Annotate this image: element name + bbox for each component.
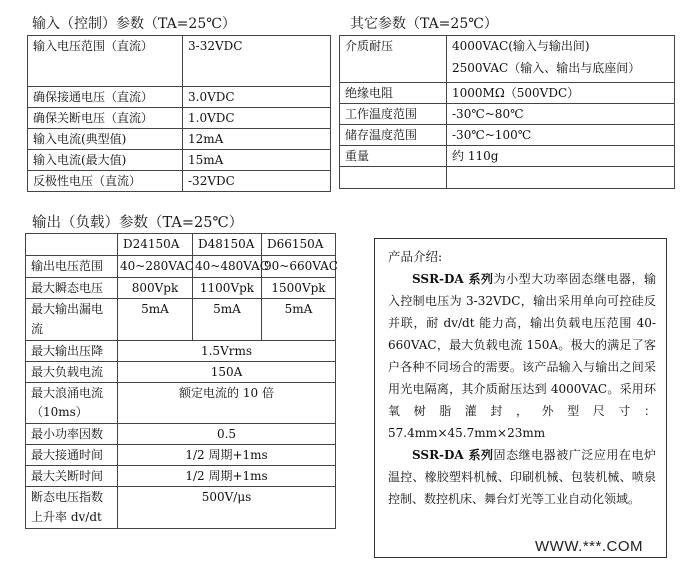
output-params-table [25,233,336,529]
param-label-empty [340,167,447,189]
table-header-row [26,234,336,256]
table-row [28,87,331,108]
other-params-title: 其它参数（TA=25℃） [350,16,498,32]
table-row [340,125,675,146]
param-label: 重量 [340,146,447,167]
table-row [26,299,336,341]
param-value: 90~660VAC [262,256,336,278]
param-value: 1.5Vrms [118,341,336,362]
table-row [26,278,336,299]
table-row [340,167,675,189]
intro-title: 产品介绍: [388,249,443,264]
table-row [340,146,675,167]
param-label: 介质耐压 [340,36,447,83]
param-value: 0.5 [118,424,336,445]
input-params-title: 输入（控制）参数（TA=25℃） [32,16,236,32]
param-label: 最大输出漏电流 [26,299,118,341]
table-row [340,104,675,125]
param-label: 最大关断时间 [26,466,118,487]
param-label: 最大接通时间 [26,445,118,466]
param-value: 1100Vpk [193,278,262,299]
intro-text: 固态继电器被广泛应用在电炉温控、橡胶塑料机械、印刷机械、包装机械、喷泉控制、数控机床、舞台灯光等工业自动化领域。 [388,448,656,506]
table-row [26,424,336,445]
param-label: 最小功率因数 [26,424,118,445]
series-name: SSR-DA 系列 [412,448,494,462]
param-label: 输出电压范围 [26,256,118,278]
table-row [340,83,675,104]
table-row [28,108,331,129]
table-row [28,150,331,171]
param-value: 1/2 周期+1ms [118,466,336,487]
table-row [28,171,331,192]
param-value: 15mA [183,150,331,171]
param-value: 1.0VDC [183,108,331,129]
param-value: 1000MΩ（500VDC） [447,83,675,104]
param-value: 150A [118,362,336,383]
header-empty [26,234,118,256]
param-value: 3-32VDC [183,36,331,87]
intro-text: 为小型大功率固态继电器，输入控制电压为 3-32VDC，输出采用单向可控硅反并联，耐 dv/dt 能力高，输出负载电压范围 40-660VAC，最大负载电流 150A。极大的满足了客户各种不同场合的需要。该产品输入与输出之间采用光电隔离，其介质耐压达到 4000VAC。采用环氧树脂灌封，外型尺寸：57.4mm×45.7mm×23mm [388,272,656,440]
table-row [26,487,336,529]
table-row [26,445,336,466]
intro-paragraph [388,444,656,510]
table-row [340,36,675,83]
product-intro-box [374,238,667,558]
series-name: SSR-DA 系列 [412,272,494,286]
param-value: -30℃~80℃ [447,104,675,125]
table-row [28,129,331,150]
param-label: 反极性电压（直流） [28,171,183,192]
param-label: 最大负载电流 [26,362,118,383]
param-value: 40~280VAC [118,256,193,278]
watermark: WWW.***.COM [535,538,643,555]
param-value-line: 2500VAC（输入、输出与底座间） [452,61,641,75]
model-header: D24150A [118,234,193,256]
model-header: D48150A [193,234,262,256]
param-label: 绝缘电阻 [340,83,447,104]
table-row [26,466,336,487]
param-value: 1/2 周期+1ms [118,445,336,466]
param-value: 额定电流的 10 倍 [118,383,336,424]
param-value: 12mA [183,129,331,150]
param-label: 最大输出压降 [26,341,118,362]
param-label: 输入电流(最大值) [28,150,183,171]
param-value: 约 110g [447,146,675,167]
param-label: 最大瞬态电压 [26,278,118,299]
output-params-title: 输出（负载）参数（TA=25℃） [32,215,244,231]
param-value [447,36,675,83]
table-row [26,383,336,424]
param-label: 断态电压指数上升率 dv/dt [26,487,118,529]
param-label: 最大浪涌电流（10ms） [26,383,118,424]
param-value: 5mA [262,299,336,341]
input-params-table [27,35,331,192]
table-row [26,256,336,278]
param-value: 5mA [193,299,262,341]
param-value: 40~480VAC [193,256,262,278]
param-label: 工作温度范围 [340,104,447,125]
param-value: 5mA [118,299,193,341]
param-label: 确保关断电压（直流） [28,108,183,129]
param-value-line: 4000VAC(输入与输出间) [452,39,590,53]
param-label: 输入电流(典型值) [28,129,183,150]
param-label: 输入电压范围（直流） [28,36,183,87]
param-value-empty [447,167,675,189]
param-value: -32VDC [183,171,331,192]
param-value: -30℃~100℃ [447,125,675,146]
param-value: 500V/μs [118,487,336,529]
param-label: 确保接通电压（直流） [28,87,183,108]
intro-paragraph [388,268,656,444]
table-row [28,36,331,87]
param-label: 储存温度范围 [340,125,447,146]
other-params-table [339,35,675,189]
table-row [26,341,336,362]
table-row [26,362,336,383]
param-value: 1500Vpk [262,278,336,299]
param-value: 800Vpk [118,278,193,299]
param-value: 3.0VDC [183,87,331,108]
model-header: D66150A [262,234,336,256]
